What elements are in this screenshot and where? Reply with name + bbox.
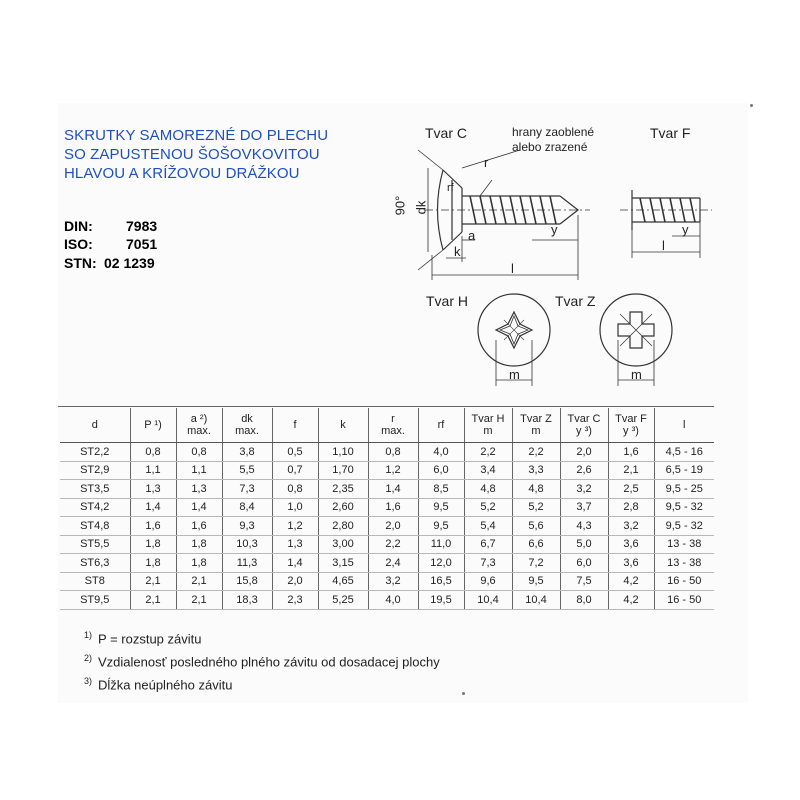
table-cell: 3,2 — [368, 572, 418, 591]
label-l-c: l — [511, 261, 514, 276]
column-header — [464, 408, 512, 443]
column-header-line-1: r — [391, 413, 395, 425]
label-tvar-c: Tvar C — [425, 125, 467, 141]
table-cell: 1,8 — [130, 535, 176, 554]
table-cell: 8,0 — [560, 591, 608, 610]
table-cell: 4,3 — [560, 517, 608, 536]
table-cell: 8,4 — [222, 498, 272, 517]
table-cell: 18,3 — [222, 591, 272, 610]
table-cell: 1,4 — [130, 498, 176, 517]
label-m-z: m — [631, 367, 642, 382]
table-header-row — [60, 408, 714, 443]
scan-mark — [750, 104, 753, 107]
table-cell: 16,5 — [418, 572, 464, 591]
table-cell: 3,4 — [464, 461, 512, 480]
column-header-line-1: Tvar Z — [520, 413, 552, 425]
table-cell: 4,8 — [512, 480, 560, 499]
title-line-1: SKRUTKY SAMOREZNÉ DO PLECHU — [64, 127, 329, 144]
table-cell: 5,25 — [318, 591, 368, 610]
table-cell: 1,1 — [176, 461, 222, 480]
table-row — [60, 461, 714, 480]
table-cell: 2,1 — [176, 591, 222, 610]
table-cell: 3,3 — [512, 461, 560, 480]
column-header — [130, 408, 176, 443]
table-cell: 5,2 — [464, 498, 512, 517]
table-row — [60, 443, 714, 462]
table-cell: 2,2 — [512, 443, 560, 462]
table-cell: 1,3 — [130, 480, 176, 499]
table-cell: 2,80 — [318, 517, 368, 536]
label-tvar-h: Tvar H — [426, 293, 468, 309]
table-cell: 8,5 — [418, 480, 464, 499]
table-cell: 2,1 — [130, 591, 176, 610]
footnote-mark: 1) — [84, 630, 93, 640]
column-header-line-1: Tvar H — [471, 413, 505, 425]
table-cell: 16 - 50 — [654, 572, 714, 591]
label-r: r — [484, 155, 489, 170]
table-cell: 1,2 — [272, 517, 318, 536]
table-cell: 1,1 — [130, 461, 176, 480]
table-cell: 7,2 — [512, 554, 560, 573]
table-cell: 0,8 — [272, 480, 318, 499]
table-cell: 9,5 — [512, 572, 560, 591]
table-cell: 1,2 — [368, 461, 418, 480]
table-cell: 6,5 - 19 — [654, 461, 714, 480]
table-cell: 1,8 — [176, 554, 222, 573]
table-cell: 3,2 — [560, 480, 608, 499]
column-header — [418, 408, 464, 443]
table-cell: 0,8 — [130, 443, 176, 462]
table-cell: 11,0 — [418, 535, 464, 554]
column-header-line-2: max. — [187, 425, 211, 437]
table-cell: 4,2 — [608, 572, 654, 591]
column-header-line-1: f — [293, 419, 297, 431]
table-cell: 4,8 — [464, 480, 512, 499]
footnote-3 — [84, 676, 232, 692]
footnote-mark: 2) — [84, 653, 93, 663]
table-row — [60, 498, 714, 517]
table-cell: 1,3 — [176, 480, 222, 499]
table-cell: ST3,5 — [60, 480, 130, 499]
table-cell: 5,5 — [222, 461, 272, 480]
standard-value: 02 1239 — [104, 255, 155, 271]
table-cell: 0,8 — [368, 443, 418, 462]
table-row — [60, 591, 714, 610]
table-cell: 9,5 — [418, 498, 464, 517]
table-cell: 6,7 — [464, 535, 512, 554]
table-cell: 5,0 — [560, 535, 608, 554]
footnote-text: Dĺžka neúplného závitu — [98, 677, 233, 693]
table-cell: 3,2 — [608, 517, 654, 536]
column-header — [512, 408, 560, 443]
footnote-1 — [84, 630, 201, 646]
table-cell: 1,4 — [176, 498, 222, 517]
table-cell: 2,2 — [368, 535, 418, 554]
table-cell: ST9,5 — [60, 591, 130, 610]
standard-key: STN: — [64, 255, 97, 271]
standard-value: 7051 — [126, 236, 158, 252]
column-header-line-2: m — [483, 425, 493, 437]
column-header-line-1: a ²) — [190, 413, 208, 425]
table-row — [60, 572, 714, 591]
table-cell: 9,6 — [464, 572, 512, 591]
table-cell: 12,0 — [418, 554, 464, 573]
table-cell: 1,6 — [176, 517, 222, 536]
table-cell: 9,5 - 25 — [654, 480, 714, 499]
label-k: k — [454, 244, 461, 259]
column-header-line-1: rf — [437, 419, 445, 431]
column-header — [272, 408, 318, 443]
table-cell: 2,3 — [272, 591, 318, 610]
table-cell: 13 - 38 — [654, 535, 714, 554]
table-cell: ST4,8 — [60, 517, 130, 536]
label-edge-note-1: hrany zaoblené — [512, 125, 595, 139]
table-cell: 7,3 — [464, 554, 512, 573]
table-cell: 1,6 — [608, 443, 654, 462]
column-header — [368, 408, 418, 443]
table-cell: 3,00 — [318, 535, 368, 554]
label-dk: dk — [413, 200, 429, 215]
table-cell: 10,4 — [464, 591, 512, 610]
table-row — [60, 535, 714, 554]
table-cell: 3,6 — [608, 535, 654, 554]
table-cell: ST2,9 — [60, 461, 130, 480]
table-cell: 9,5 - 32 — [654, 498, 714, 517]
table-cell: 7,5 — [560, 572, 608, 591]
table-cell: 10,3 — [222, 535, 272, 554]
table-body — [60, 443, 714, 610]
table-cell: 13 - 38 — [654, 554, 714, 573]
table-cell: 2,0 — [272, 572, 318, 591]
column-header-line-2: max. — [381, 425, 405, 437]
column-header-line-1: Tvar C — [567, 413, 601, 425]
table-cell: 2,8 — [608, 498, 654, 517]
table-cell: 1,8 — [176, 535, 222, 554]
label-angle: 90° — [392, 195, 408, 216]
footnote-text: P = rozstup závitu — [98, 631, 202, 647]
table-cell: 2,0 — [368, 517, 418, 536]
table-row — [60, 480, 714, 499]
label-edge-note-2: alebo zrazené — [512, 140, 588, 154]
table-cell: 1,0 — [272, 498, 318, 517]
column-header-line-2: y ³) — [576, 425, 592, 437]
label-l-f: l — [662, 238, 665, 253]
table-cell: 7,3 — [222, 480, 272, 499]
column-header — [560, 408, 608, 443]
table-cell: 2,1 — [130, 572, 176, 591]
table-cell: ST5,5 — [60, 535, 130, 554]
table-cell: 2,4 — [368, 554, 418, 573]
table-cell: 16 - 50 — [654, 591, 714, 610]
title-line-2: SO ZAPUSTENOU ŠOŠOVKOVITOU — [64, 146, 320, 163]
table-cell: 4,65 — [318, 572, 368, 591]
column-header — [176, 408, 222, 443]
column-header-line-1: l — [683, 419, 686, 431]
table-cell: 3,8 — [222, 443, 272, 462]
table-cell: 9,5 — [418, 517, 464, 536]
table-cell: 3,15 — [318, 554, 368, 573]
table-cell: ST6,3 — [60, 554, 130, 573]
table-cell: 2,6 — [560, 461, 608, 480]
table-cell: 5,4 — [464, 517, 512, 536]
footnote-mark: 3) — [84, 676, 93, 686]
table-cell: 1,4 — [368, 480, 418, 499]
label-m-h: m — [509, 367, 520, 382]
column-header-line-1: d — [91, 419, 98, 431]
table-cell: 0,7 — [272, 461, 318, 480]
table-cell: 1,6 — [130, 517, 176, 536]
table-cell: ST4,2 — [60, 498, 130, 517]
table-cell: 1,4 — [272, 554, 318, 573]
table-cell: 9,5 - 32 — [654, 517, 714, 536]
column-header — [654, 408, 714, 443]
table-cell: 6,6 — [512, 535, 560, 554]
label-tvar-z: Tvar Z — [555, 293, 596, 309]
column-header-line-1: Tvar F — [615, 413, 647, 425]
table-cell: 4,0 — [418, 443, 464, 462]
table-cell: 4,5 - 16 — [654, 443, 714, 462]
table-cell: ST2,2 — [60, 443, 130, 462]
table-cell: 0,8 — [176, 443, 222, 462]
title-line-3: HLAVOU A KRÍŽOVOU DRÁŽKOU — [64, 165, 300, 182]
table-cell: 1,6 — [368, 498, 418, 517]
table-cell: 19,5 — [418, 591, 464, 610]
table-cell: 2,5 — [608, 480, 654, 499]
table-top-rule — [58, 406, 714, 407]
table-cell: 3,7 — [560, 498, 608, 517]
footnote-text: Vzdialenosť posledného plného závitu od dosadacej plochy — [98, 654, 440, 670]
table-cell: 6,0 — [418, 461, 464, 480]
table-cell: 11,3 — [222, 554, 272, 573]
standard-value: 7983 — [126, 218, 158, 234]
table-cell: 1,10 — [318, 443, 368, 462]
table-cell: 15,8 — [222, 572, 272, 591]
table-cell: 1,3 — [272, 535, 318, 554]
table-cell: 4,2 — [608, 591, 654, 610]
table-cell: 5,6 — [512, 517, 560, 536]
column-header — [318, 408, 368, 443]
column-header-line-1: k — [340, 419, 346, 431]
table-cell: 2,2 — [464, 443, 512, 462]
column-header-line-2: m — [531, 425, 541, 437]
label-y-f: y — [682, 222, 689, 237]
table-cell: 1,8 — [130, 554, 176, 573]
column-header — [608, 408, 654, 443]
standard-key: DIN: — [64, 218, 93, 234]
scan-mark — [462, 692, 465, 695]
column-header-line-1: dk — [241, 413, 253, 425]
table-cell: 0,5 — [272, 443, 318, 462]
table-cell: 2,1 — [176, 572, 222, 591]
table-cell: 1,70 — [318, 461, 368, 480]
label-rf: rf — [447, 182, 454, 194]
table-cell: ST8 — [60, 572, 130, 591]
table-row — [60, 517, 714, 536]
label-y-c: y — [551, 222, 558, 237]
table-cell: 6,0 — [560, 554, 608, 573]
table-cell: 2,60 — [318, 498, 368, 517]
dimension-table — [60, 408, 714, 610]
table-row — [60, 554, 714, 573]
label-a: a — [468, 228, 476, 243]
table-cell: 4,0 — [368, 591, 418, 610]
table-cell: 3,6 — [608, 554, 654, 573]
column-header-line-2: max. — [235, 425, 259, 437]
table-cell: 9,3 — [222, 517, 272, 536]
column-header — [60, 408, 130, 443]
column-header-line-1: P ¹) — [144, 419, 162, 431]
column-header-line-2: y ³) — [623, 425, 639, 437]
table-cell: 2,35 — [318, 480, 368, 499]
label-tvar-f: Tvar F — [650, 125, 691, 141]
standard-key: ISO: — [64, 236, 93, 252]
table-cell: 5,2 — [512, 498, 560, 517]
table-cell: 2,1 — [608, 461, 654, 480]
footnote-2 — [84, 653, 440, 669]
table-cell: 2,0 — [560, 443, 608, 462]
table-cell: 10,4 — [512, 591, 560, 610]
column-header — [222, 408, 272, 443]
